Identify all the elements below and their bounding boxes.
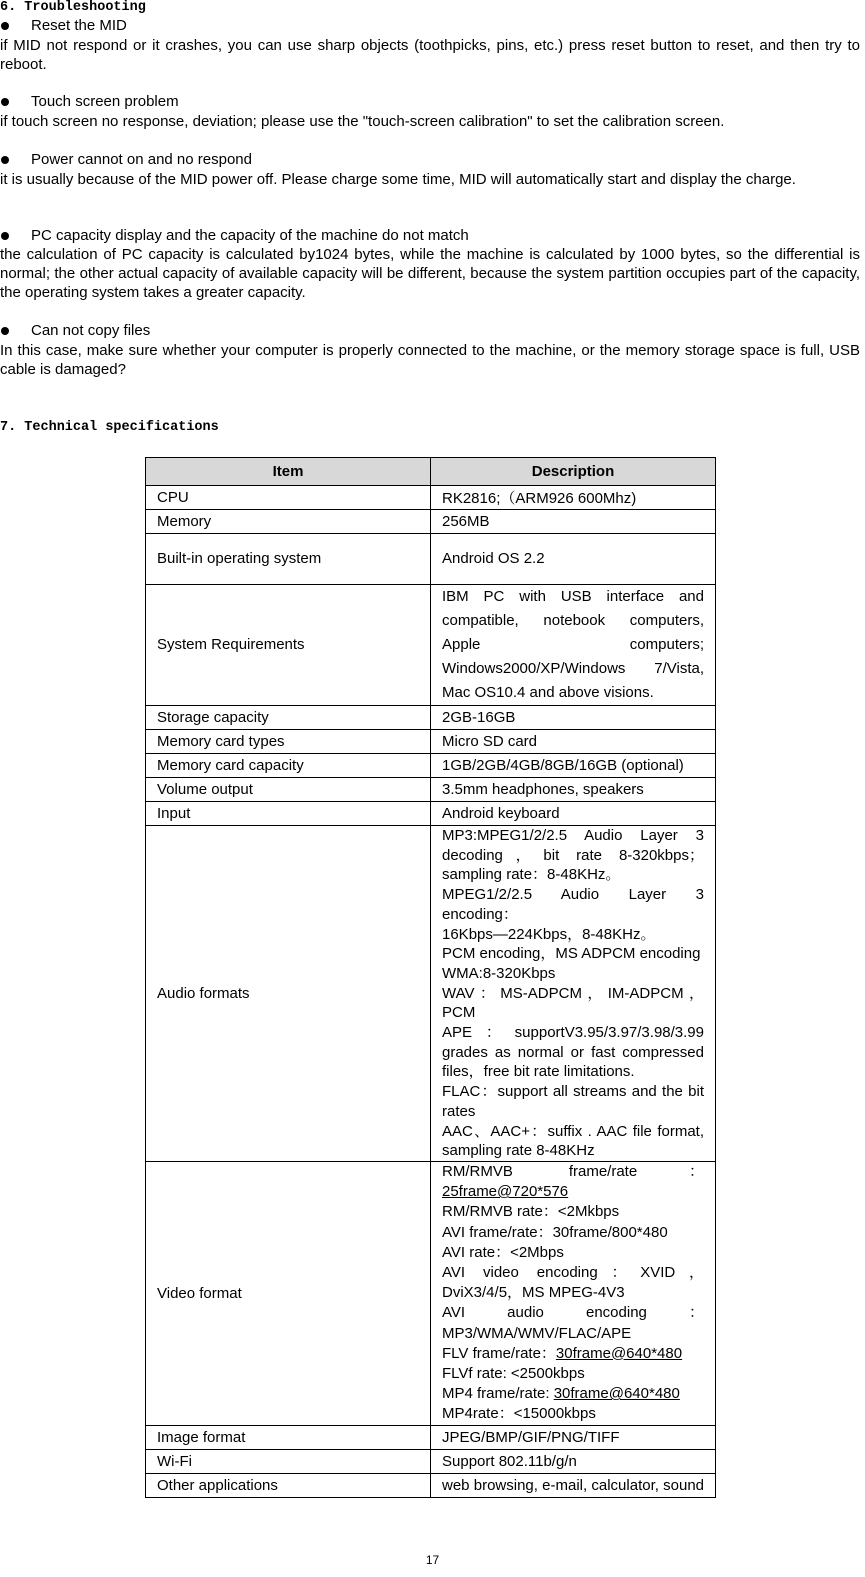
spec-item: CPU (146, 486, 431, 510)
spec-value: IBM PC with USB interface and compatible, notebook computers, Apple computers; Windows2000/XP/Windows 7/Vista, Mac OS10.4 and above visions. (431, 585, 716, 706)
video-format-text: AVI frame/rate：30frame/800*480 (442, 1223, 668, 1241)
bullet-text: In this case, make sure whether your computer is properly connected to the machine, or the memory storage space is full, USB cable is damaged? (0, 342, 860, 378)
spec-item: Video format (146, 1161, 431, 1425)
spec-value-video (431, 1161, 716, 1425)
spec-value: Android OS 2.2 (431, 534, 716, 585)
bullet-icon (1, 22, 9, 30)
spec-item: Wi-Fi (146, 1449, 431, 1473)
table-row (146, 1473, 716, 1497)
bullet-title: Touch screen problem (31, 93, 179, 110)
audio-format-line: FLAC：support all streams and the bit rates (442, 1083, 704, 1120)
column-header-item: Item (146, 458, 431, 486)
section-heading-specifications: 7. Technical specifications (0, 420, 219, 435)
spec-value: Support 802.11b/g/n (431, 1449, 716, 1473)
column-header-description: Description (431, 458, 716, 486)
spec-item: Memory card types (146, 730, 431, 754)
spec-item: Image format (146, 1425, 431, 1449)
bullet-text: if MID not respond or it crashes, you can use sharp objects (toothpicks, pins, etc.) press reset button to reset, and then try to reboot. (0, 37, 860, 73)
table-row (146, 802, 716, 826)
bullet-title: Power cannot on and no respond (31, 151, 252, 168)
audio-format-line: PCM encoding，MS ADPCM encoding (442, 945, 701, 963)
video-format-line (442, 1344, 704, 1364)
video-format-link[interactable]: 30frame@640*480 (555, 1344, 683, 1362)
video-format-text: AVI rate：<2Mbps (442, 1243, 564, 1261)
video-format-text: RM/RMVB frame/rate： (442, 1162, 704, 1180)
audio-format-line: MP3:MPEG1/2/2.5 Audio Layer 3 decoding，bit rate 8-320kbps；sampling rate：8-48KHz。 (442, 827, 704, 884)
video-format-line (442, 1364, 704, 1384)
bullet-icon (1, 156, 9, 164)
audio-format-line: 16Kbps—224Kbps，8-48KHz。 (442, 925, 656, 943)
table-row (146, 486, 716, 510)
video-format-line (442, 1162, 704, 1202)
spec-value: JPEG/BMP/GIF/PNG/TIFF (431, 1425, 716, 1449)
audio-format-line: MPEG1/2/2.5 Audio Layer 3 encoding： (442, 886, 704, 923)
audio-format-line: APE：supportV3.95/3.97/3.98/3.99 grades as normal or fast compressed files，free bit rate limitations. (442, 1024, 704, 1081)
audio-format-line: AAC、AAC+：suffix . AAC file format, sampling rate 8-48KHz (442, 1122, 704, 1160)
video-format-line (442, 1223, 704, 1243)
video-format-line (442, 1404, 704, 1424)
table-row (146, 1161, 716, 1425)
video-format-text: FLV frame/rate： (442, 1344, 556, 1362)
bullet-item-power (0, 150, 252, 169)
spec-value: 2GB-16GB (431, 706, 716, 730)
video-format-text: MP4rate：<15000kbps (442, 1405, 596, 1423)
spec-table (145, 457, 716, 1498)
video-format-link[interactable]: 25frame@720*576 (442, 1183, 569, 1201)
spec-value: Android keyboard (431, 802, 716, 826)
spec-value: web browsing, e-mail, calculator, sound (431, 1473, 716, 1497)
bullet-icon (1, 327, 9, 335)
spec-item: Volume output (146, 778, 431, 802)
bullet-text: it is usually because of the MID power off. Please charge some time, MID will automatically start and display the charge. (0, 171, 796, 188)
bullet-text: the calculation of PC capacity is calculated by1024 bytes, while the machine is calculated by 1000 bytes, so the differential is normal; the other actual capacity of available capacity will be different, because the system partition occupies part of the capacity, the operating system takes a greater capacity. (0, 246, 860, 301)
spec-item: Memory card capacity (146, 754, 431, 778)
bullet-item-touch (0, 92, 179, 111)
page-number: 17 (425, 1553, 440, 1567)
video-format-line (442, 1303, 704, 1343)
table-row (146, 730, 716, 754)
video-format-line (442, 1243, 704, 1263)
spec-item: Input (146, 802, 431, 826)
spec-value: RK2816;（ARM926 600Mhz) (431, 486, 716, 510)
spec-item: Audio formats (146, 826, 431, 1162)
spec-value: 1GB/2GB/4GB/8GB/16GB (optional) (431, 754, 716, 778)
audio-format-line: WMA:8-320Kbps (442, 964, 556, 982)
spec-item: Memory (146, 510, 431, 534)
video-format-text: AVI video encoding：XVID，DviX3/4/5，MS MPEG-4V3 (442, 1263, 704, 1302)
table-row (146, 754, 716, 778)
video-format-line (442, 1263, 704, 1303)
table-row (146, 585, 716, 706)
spec-item: Other applications (146, 1473, 431, 1497)
table-row (146, 534, 716, 585)
table-header-row (146, 458, 716, 486)
spec-value-audio (431, 826, 716, 1162)
bullet-text: if touch screen no response, deviation; please use the "touch-screen calibration" to set the calibration screen. (0, 113, 725, 130)
video-format-text: RM/RMVB rate：<2Mkbps (442, 1203, 620, 1221)
table-row (146, 778, 716, 802)
bullet-item-capacity (0, 226, 469, 245)
spec-value: Micro SD card (431, 730, 716, 754)
video-format-text: AVI audio encoding ：MP3/WMA/WMV/FLAC/APE (442, 1304, 704, 1342)
table-row (146, 510, 716, 534)
spec-value: 256MB (431, 510, 716, 534)
video-format-line (442, 1384, 704, 1404)
table-row (146, 706, 716, 730)
bullet-icon (1, 232, 9, 240)
spec-value: 3.5mm headphones, speakers (431, 778, 716, 802)
table-row (146, 826, 716, 1162)
video-format-link[interactable]: 30frame@640*480 (553, 1385, 680, 1403)
bullet-item-copy (0, 321, 150, 340)
section-heading-troubleshooting: 6. Troubleshooting (0, 0, 146, 15)
bullet-title: Can not copy files (31, 322, 151, 339)
audio-format-line: WAV：MS-ADPCM，IM-ADPCM，PCM (442, 984, 704, 1022)
table-row (146, 1425, 716, 1449)
bullet-icon (1, 98, 9, 106)
bullet-title: Reset the MID (31, 17, 127, 34)
video-format-text: FLVf rate: <2500kbps (442, 1364, 585, 1382)
spec-item: System Requirements (146, 585, 431, 706)
table-row (146, 1449, 716, 1473)
video-format-line (442, 1202, 704, 1222)
spec-item: Storage capacity (146, 706, 431, 730)
bullet-title: PC capacity display and the capacity of the machine do not match (31, 227, 469, 244)
spec-item: Built-in operating system (146, 534, 431, 585)
video-format-text: MP4 frame/rate: (442, 1385, 554, 1403)
bullet-item-reset (0, 16, 127, 35)
